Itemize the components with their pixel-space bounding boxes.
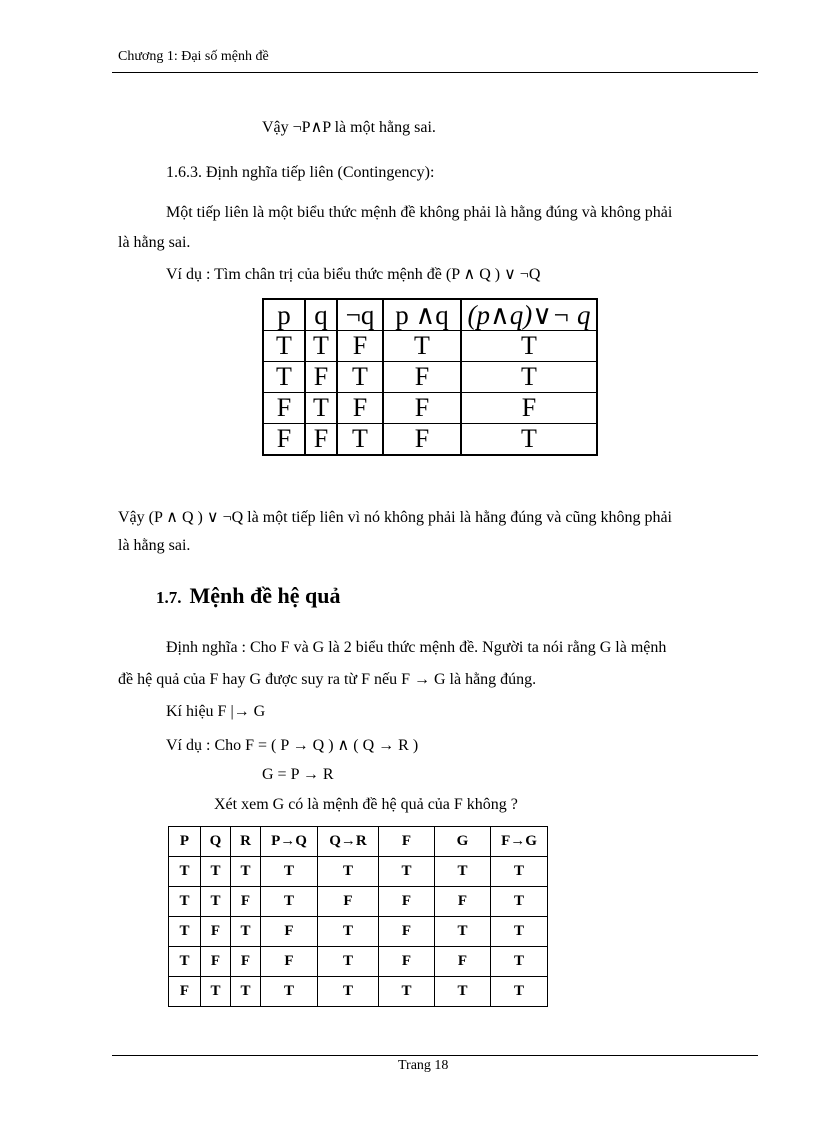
table-cell: T [231,977,261,1007]
table-cell: F [305,424,337,456]
table-cell: T [261,887,318,917]
table-cell: F [305,362,337,393]
table-cell: F [318,887,379,917]
table-cell: T [383,331,461,362]
table-cell: F [201,947,231,977]
table-cell: T [169,947,201,977]
table-row [169,947,548,977]
table-cell: F [383,362,461,393]
table-header-cell: F→G [491,827,548,857]
table-cell: F [383,393,461,424]
example-2-f: Ví dụ : Cho F = ( P → Q ) ∧ ( Q → R ) [166,737,419,754]
table-cell: T [491,977,548,1007]
table-cell: T [318,917,379,947]
table-cell: T [461,362,597,393]
definition-17-line-2: đề hệ quả của F hay G được suy ra từ F nếu F → G là hằng đúng. [118,671,537,688]
table-cell: T [461,331,597,362]
section-163-heading: 1.6.3. Định nghĩa tiếp liên (Contingency): [166,164,435,181]
table-cell: T [491,857,548,887]
table-header-cell: P [169,827,201,857]
table-cell: F [231,947,261,977]
table-cell: F [169,977,201,1007]
table-cell: T [337,424,383,456]
table-cell: T [305,331,337,362]
section-number: 1.7. [156,588,182,607]
table-header-cell: p [263,299,305,331]
table-row [169,887,548,917]
table-cell: T [435,917,491,947]
table-cell: F [261,947,318,977]
table-header-cell: ¬q [337,299,383,331]
table-cell: F [379,917,435,947]
table-cell: T [337,362,383,393]
table-header-cell: R [231,827,261,857]
table-cell: T [201,977,231,1007]
table-row [169,977,548,1007]
page-number: Trang 18 [398,1058,449,1073]
table-cell: T [261,857,318,887]
table-cell: T [169,887,201,917]
table-cell: F [379,887,435,917]
conclusion-line: Vậy ¬P∧P là một hằng sai. [262,119,436,136]
notation-line: Kí hiệu F |→ G [166,703,266,720]
table-cell: T [491,887,548,917]
question-line: Xét xem G có là mệnh đề hệ quả của F không ? [214,796,518,813]
table-cell: F [337,393,383,424]
page-header-title: Chương 1: Đại số mệnh đề [118,49,269,64]
table-cell: F [263,424,305,456]
truth-table-contingency [262,298,598,456]
table-cell: T [261,977,318,1007]
table-cell: T [169,917,201,947]
table-cell: F [461,393,597,424]
table-cell: T [491,947,548,977]
table-cell: T [263,362,305,393]
table-cell: F [201,917,231,947]
conclusion-2-line-1: Vậy (P ∧ Q ) ∨ ¬Q là một tiếp liên vì nó không phải là hằng đúng và cũng không phải [118,509,672,526]
table-cell: T [318,857,379,887]
table-header-cell: p ∧q [383,299,461,331]
table-cell: F [231,887,261,917]
table-cell: F [435,947,491,977]
table-cell: T [231,857,261,887]
table-cell: T [201,857,231,887]
table-header-cell: P→Q [261,827,318,857]
table-cell: T [379,857,435,887]
example-1-text: Ví dụ : Tìm chân trị của biểu thức mệnh đề (P ∧ Q ) ∨ ¬Q [166,266,541,283]
table-header-cell: (p∧q)∨¬ q [461,299,597,331]
truth-table-consequence [168,826,548,1007]
definition-line-1: Một tiếp liên là một biểu thức mệnh đề không phải là hằng đúng và không phải [166,204,673,221]
table-cell: T [491,917,548,947]
table-cell: T [435,857,491,887]
table-cell: T [318,977,379,1007]
table-cell: T [169,857,201,887]
table-row [263,362,597,393]
definition-line-2: là hằng sai. [118,234,191,251]
table-cell: T [318,947,379,977]
table-cell: F [379,947,435,977]
table-cell: T [379,977,435,1007]
table-cell: T [461,424,597,456]
table-header-row [169,827,548,857]
table-cell: T [435,977,491,1007]
table-header-cell: q [305,299,337,331]
table-cell: T [263,331,305,362]
table-row [263,331,597,362]
table-cell: T [231,917,261,947]
table-cell: T [201,887,231,917]
section-title: Mệnh đề hệ quả [189,583,341,608]
table-row [263,424,597,456]
table-cell: F [261,917,318,947]
section-17-heading [156,583,340,609]
table-cell: F [383,424,461,456]
header-rule [112,72,758,73]
table-header-cell: F [379,827,435,857]
table-header-cell: G [435,827,491,857]
definition-17-line-1: Định nghĩa : Cho F và G là 2 biểu thức mệnh đề. Người ta nói rằng G là mệnh [166,639,667,656]
table-row [169,917,548,947]
table-cell: F [337,331,383,362]
table-row [169,857,548,887]
table-cell: T [305,393,337,424]
table-header-cell: Q [201,827,231,857]
table-header-cell: Q→R [318,827,379,857]
table-header-row [263,299,597,331]
table-cell: F [435,887,491,917]
footer-rule [112,1055,758,1056]
conclusion-2-line-2: là hằng sai. [118,537,191,554]
table-row [263,393,597,424]
table-cell: F [263,393,305,424]
example-2-g: G = P → R [262,766,334,783]
